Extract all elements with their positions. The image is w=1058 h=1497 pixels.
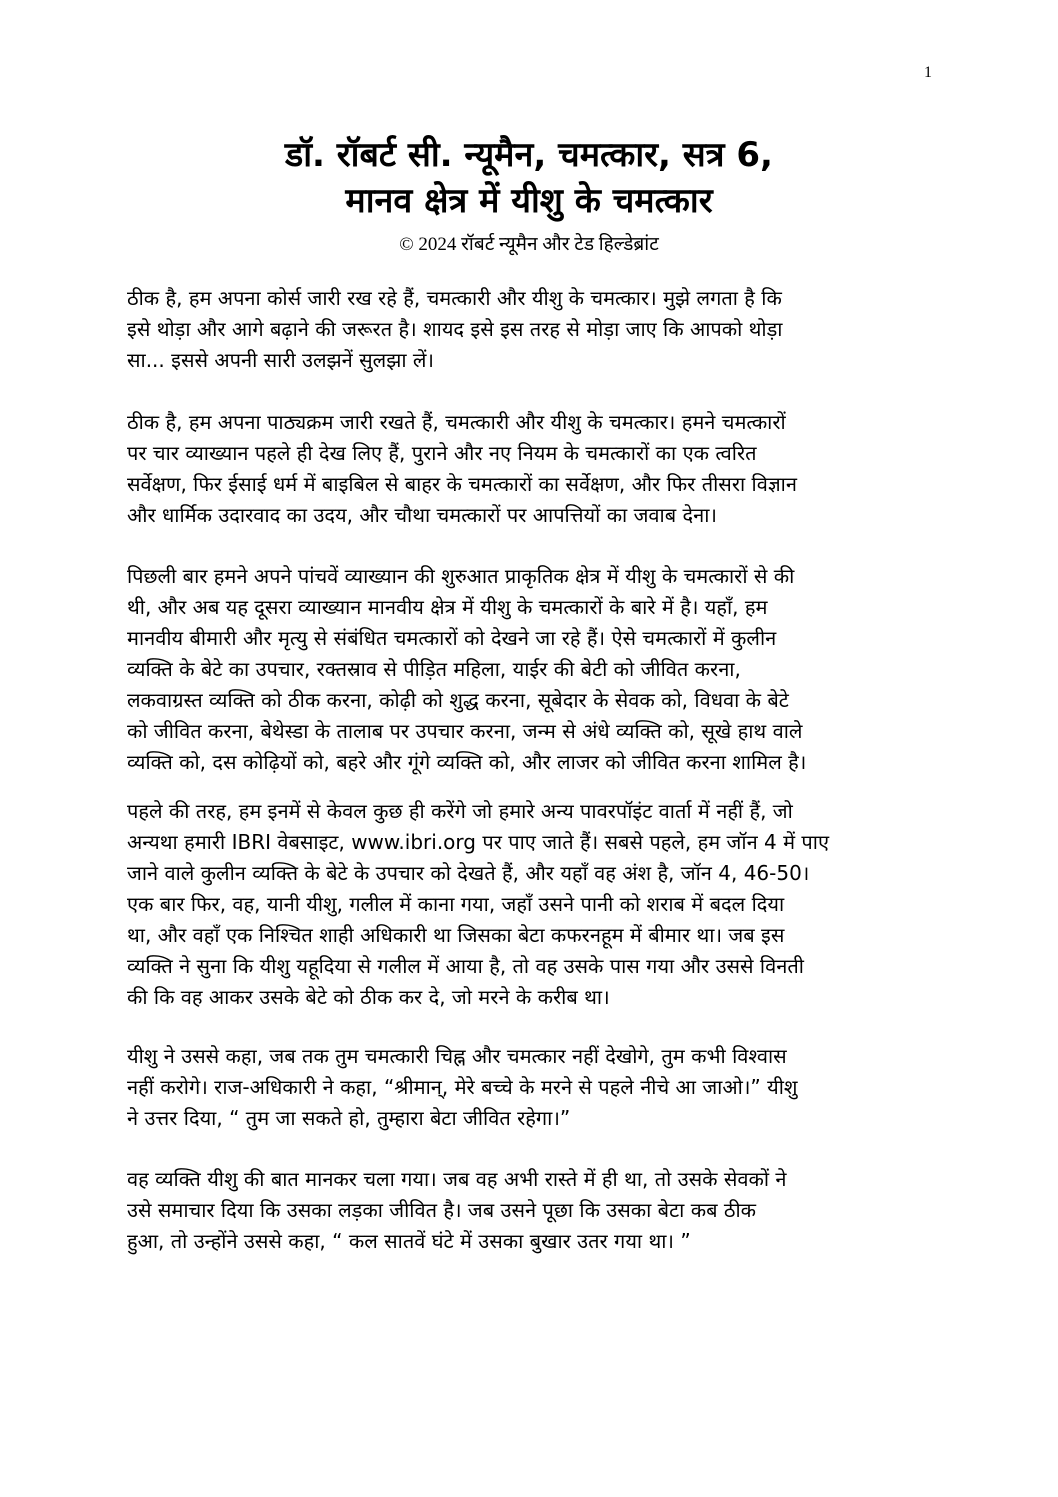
text-line: वह व्यक्ति यीशु की बात मानकर चला गया। जब वह अभी रास्ते में ही था, तो उसके सेवकों ने [127, 1167, 787, 1191]
paragraph-4 [127, 796, 942, 1013]
paragraph-6 [127, 1164, 942, 1257]
document-title [0, 132, 1058, 224]
text-line: ठीक है, हम अपना पाठ्यक्रम जारी रखते हैं, चमत्कारी और यीशु के चमत्कार। हमने चमत्कारों [127, 410, 786, 434]
title-line-1: डॉ. रॉबर्ट सी. न्यूमैन, चमत्कार, सत्र 6, [285, 135, 773, 175]
paragraph-3 [127, 561, 942, 778]
text-line: और धार्मिक उदारवाद का उदय, और चौथा चमत्कारों पर आपत्तियों का जवाब देना। [127, 503, 717, 527]
text-line: व्यक्ति को, दस कोढ़ियों को, बहरे और गूंगे व्यक्ति को, और लाजर को जीवित करना शामिल है। [127, 750, 807, 774]
text-line: अन्यथा हमारी IBRI वेबसाइट, www.ibri.org पर पाए जाते हैं। सबसे पहले, हम जॉन 4 में पाए [127, 830, 830, 854]
text-line: सर्वेक्षण, फिर ईसाई धर्म में बाइबिल से बाहर के चमत्कारों का सर्वेक्षण, और फिर तीसरा विज्ञान [127, 472, 797, 496]
paragraph-2 [127, 407, 942, 531]
text-line: जाने वाले कुलीन व्यक्ति के बेटे के उपचार को देखते हैं, और यहाँ वह अंश है, जॉन 4, 46-50। [127, 861, 810, 885]
text-line: पिछली बार हमने अपने पांचवें व्याख्यान की शुरुआत प्राकृतिक क्षेत्र में यीशु के चमत्कारों से की [127, 564, 795, 588]
text-line: व्यक्ति ने सुना कि यीशु यहूदिया से गलील में आया है, तो वह उसके पास गया और उससे विनती [127, 954, 804, 978]
text-line: लकवाग्रस्त व्यक्ति को ठीक करना, कोढ़ी को शुद्ध करना, सूबेदार के सेवक को, विधवा के बेटे [127, 688, 789, 712]
text-line: सा... इससे अपनी सारी उलझनें सुलझा लें। [127, 348, 435, 372]
text-line: हुआ, तो उन्होंने उससे कहा, “ कल सातवें घंटे में उसका बुखार उतर गया था। ” [127, 1229, 691, 1253]
text-line: था, और वहाँ एक निश्चित शाही अधिकारी था जिसका बेटा कफरनहूम में बीमार था। जब इस [127, 923, 785, 947]
text-line: मानवीय बीमारी और मृत्यु से संबंधित चमत्कारों को देखने जा रहे हैं। ऐसे चमत्कारों में कुलीन [127, 626, 777, 650]
text-line: को जीवित करना, बेथेस्डा के तालाब पर उपचार करना, जन्म से अंधे व्यक्ति को, सूखे हाथ वाले [127, 719, 803, 743]
text-line: व्यक्ति के बेटे का उपचार, रक्तस्राव से पीड़ित महिला, याईर की बेटी को जीवित करना, [127, 657, 741, 681]
text-line: की कि वह आकर उसके बेटे को ठीक कर दे, जो मरने के करीब था। [127, 985, 610, 1009]
text-line: पहले की तरह, हम इनमें से केवल कुछ ही करेंगे जो हमारे अन्य पावरपॉइंट वार्ता में नहीं हैं, जो [127, 799, 793, 823]
text-line: इसे थोड़ा और आगे बढ़ाने की जरूरत है। शायद इसे इस तरह से मोड़ा जाए कि आपको थोड़ा [127, 317, 783, 341]
text-line: नहीं करोगे। राज-अधिकारी ने कहा, “श्रीमान्, मेरे बच्चे के मरने से पहले नीचे आ जाओ।” यीशु [127, 1075, 798, 1099]
text-line: यीशु ने उससे कहा, जब तक तुम चमत्कारी चिह्न और चमत्कार नहीं देखोगे, तुम कभी विश्वास [127, 1044, 787, 1068]
title-line-2: मानव क्षेत्र में यीशु के चमत्कार [345, 181, 713, 221]
text-line: ठीक है, हम अपना कोर्स जारी रख रहे हैं, चमत्कारी और यीशु के चमत्कार। मुझे लगता है कि [127, 286, 782, 310]
text-line: थी, और अब यह दूसरा व्याख्यान मानवीय क्षेत्र में यीशु के चमत्कारों के बारे में है। यहाँ, हम [127, 595, 768, 619]
paragraph-5 [127, 1041, 942, 1134]
text-line: उसे समाचार दिया कि उसका लड़का जीवित है। जब उसने पूछा कि उसका बेटा कब ठीक [127, 1198, 757, 1222]
text-line: एक बार फिर, वह, यानी यीशु, गलील में काना गया, जहाँ उसने पानी को शराब में बदल दिया [127, 892, 785, 916]
paragraph-1 [127, 283, 942, 376]
text-line: ने उत्तर दिया, “ तुम जा सकते हो, तुम्हारा बेटा जीवित रहेगा।” [127, 1106, 571, 1130]
text-line: पर चार व्याख्यान पहले ही देख लिए हैं, पुराने और नए नियम के चमत्कारों का एक त्वरित [127, 441, 757, 465]
copyright-notice: © 2024 रॉबर्ट न्यूमैन और टेड हिल्डेब्रांट [399, 234, 659, 255]
page-number: 1 [924, 64, 932, 81]
